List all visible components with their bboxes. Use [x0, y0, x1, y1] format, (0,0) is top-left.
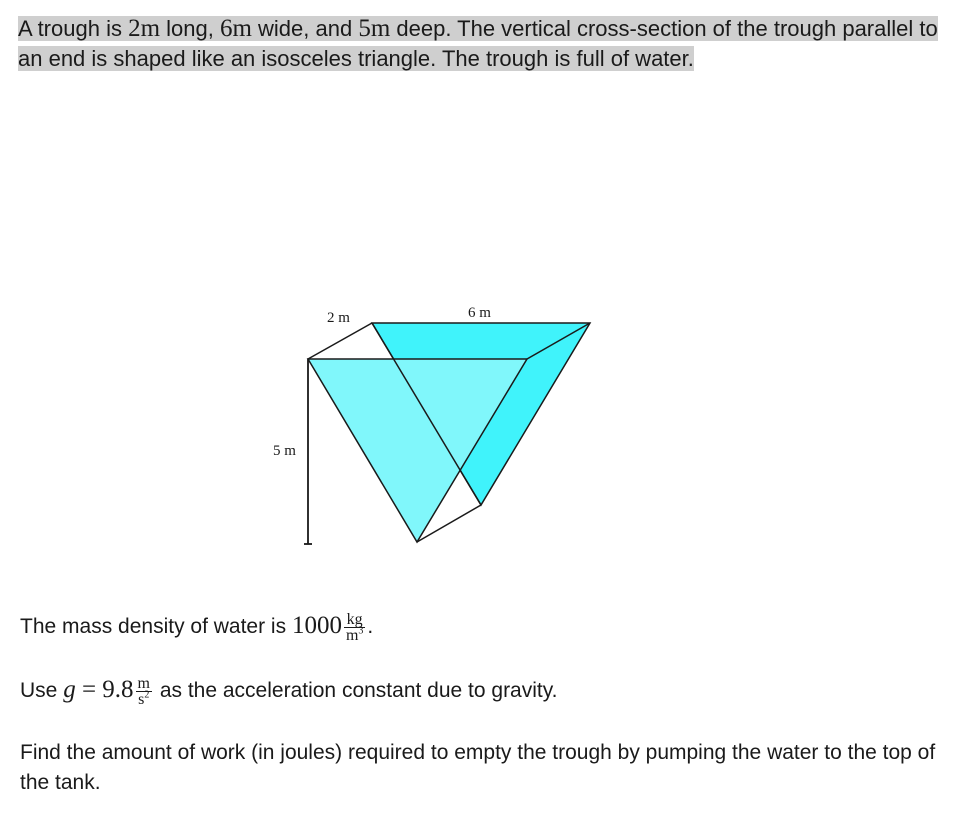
edge-top-left: [308, 323, 372, 359]
density-unit-numerator: kg: [344, 612, 365, 628]
gravity-statement: [20, 675, 950, 707]
gravity-unit-numerator: m: [137, 674, 150, 692]
length-value: 2: [128, 15, 141, 42]
gravity-prefix: Use: [20, 679, 64, 702]
density-unit-base: m: [345, 626, 359, 644]
gravity-suffix: as the acceleration constant due to gravity.: [154, 679, 558, 702]
density-suffix: .: [367, 615, 374, 638]
density-value: 1000: [291, 612, 342, 639]
density-unit-exponent: 3: [358, 625, 364, 637]
label-depth: 5 m: [273, 443, 296, 459]
gravity-value: 9.8: [102, 676, 134, 703]
question-text: Find the amount of work (in joules) required to empty the trough by pumping the water to the top of the tank.: [20, 741, 936, 794]
length-unit: m: [140, 15, 161, 42]
depth-unit: m: [370, 15, 391, 42]
gravity-symbol: g: [63, 676, 76, 703]
gravity-unit-fraction: [136, 676, 152, 707]
intro-text-1: A trough is: [18, 16, 129, 41]
gravity-unit-base: s: [138, 690, 145, 708]
density-unit-fraction: [344, 612, 365, 643]
label-width: 6 m: [468, 305, 491, 321]
label-length: 2 m: [327, 310, 350, 326]
width-unit: m: [232, 15, 252, 42]
density-prefix: The mass density of water is: [20, 615, 292, 638]
intro-text-2: long,: [160, 16, 220, 41]
density-unit-denominator: [344, 625, 365, 644]
gravity-unit-exponent: 2: [144, 689, 150, 701]
intro-text-4: deep. The vertical cross-section of the trough parallel to an end is shaped like an isosceles triangle. The trough is full of water.: [18, 16, 938, 71]
gravity-equals: =: [75, 676, 103, 703]
gravity-unit-denominator: [136, 689, 152, 708]
width-value: 6: [219, 15, 233, 42]
intro-text-3: wide, and: [251, 16, 359, 41]
density-statement: [20, 611, 950, 643]
depth-value: 5: [358, 15, 371, 42]
